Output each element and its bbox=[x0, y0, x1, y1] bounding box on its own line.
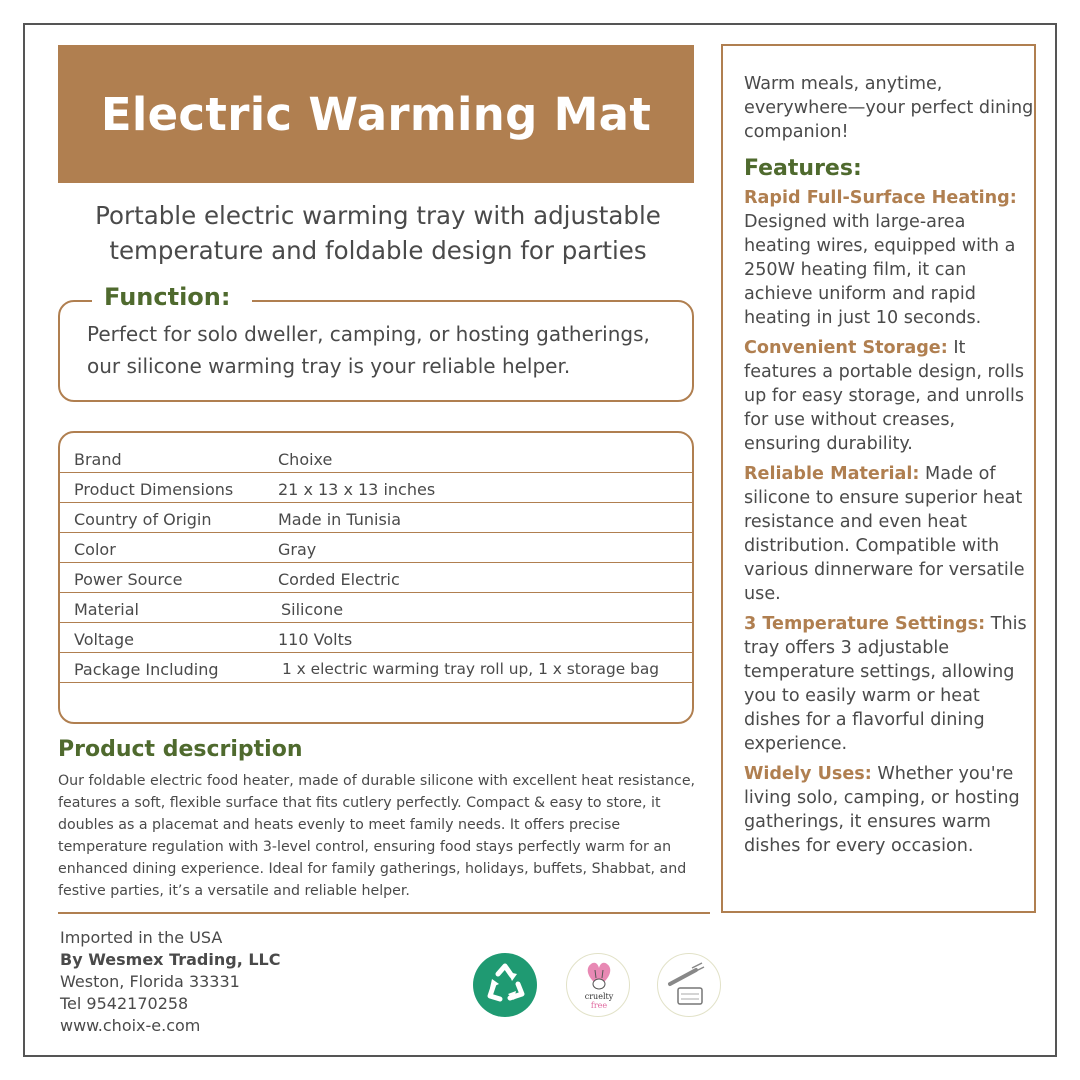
spec-row bbox=[60, 443, 694, 473]
spec-row bbox=[60, 473, 694, 503]
feature-item bbox=[744, 612, 1034, 756]
spec-table bbox=[58, 431, 694, 724]
importer-phone: Tel 9542170258 bbox=[60, 994, 189, 1013]
recycle-icon bbox=[473, 953, 537, 1017]
spec-value: Choixe bbox=[278, 450, 333, 469]
importer-company: By Wesmex Trading, LLC bbox=[60, 950, 281, 969]
features-heading: Features: bbox=[744, 156, 862, 181]
function-heading: Function: bbox=[92, 283, 252, 311]
importer-website: www.choix-e.com bbox=[60, 1016, 201, 1035]
feature-text: This tray offers 3 adjustable temperature settings, allowing you to easily warm or heat dishes for a flavorful dining experience. bbox=[744, 614, 1027, 754]
spec-row bbox=[60, 593, 694, 623]
title-banner bbox=[58, 45, 694, 183]
feature-item bbox=[744, 462, 1034, 606]
cruelty-free-icon bbox=[566, 953, 630, 1017]
spec-row bbox=[60, 533, 694, 563]
spec-key: Power Source bbox=[74, 570, 183, 589]
feature-title: Rapid Full-Surface Heating: bbox=[744, 188, 1017, 208]
spec-key: Product Dimensions bbox=[74, 480, 234, 499]
spec-value: Gray bbox=[278, 540, 317, 559]
feature-text: Whether you're living solo, camping, or hosting gatherings, it ensures warm dishes for every occasion. bbox=[744, 764, 1020, 856]
spec-key: Color bbox=[74, 540, 116, 559]
cruelty-label: cruelty bbox=[584, 992, 614, 1001]
feature-item bbox=[744, 762, 1034, 858]
spec-row bbox=[60, 653, 694, 683]
feature-text: It features a portable design, rolls up for easy storage, and unrolls for use without creases, ensuring durability. bbox=[744, 338, 1025, 454]
free-label: free bbox=[590, 1001, 608, 1010]
feature-title: 3 Temperature Settings: bbox=[744, 614, 986, 634]
page-title: Electric Warming Mat bbox=[100, 87, 652, 141]
description-text: Our foldable electric food heater, made of durable silicone with excellent heat resistance, features a soft, flexible surface that fits cutlery perfectly. Compact & easy to store, it doubles as a placemat and heats evenly to meet family needs. It offers precise temperature regulation with 3-level control, ensuring food stays perfectly warm for an enhanced dining experience. Ideal for family gatherings, holidays, buffets, Shabbat, and festive parties, it’s a versatile and reliable helper. bbox=[58, 773, 696, 899]
feature-title: Reliable Material: bbox=[744, 464, 920, 484]
spec-key: Brand bbox=[74, 450, 122, 469]
features-panel-content bbox=[744, 72, 1034, 864]
feature-item bbox=[744, 336, 1034, 456]
spec-value: 110 Volts bbox=[278, 630, 353, 649]
tagline: Warm meals, anytime, everywhere—your perfect dining companion! bbox=[744, 74, 1034, 142]
importer-info bbox=[60, 927, 280, 1037]
feature-title: Convenient Storage: bbox=[744, 338, 948, 358]
spec-value: Silicone bbox=[281, 600, 344, 619]
spec-value: 21 x 13 x 13 inches bbox=[278, 480, 436, 499]
subtitle: Portable electric warming tray with adjustable temperature and foldable design for parties bbox=[95, 201, 661, 265]
importer-line: Imported in the USA bbox=[60, 928, 223, 947]
feature-text: Designed with large-area heating wires, equipped with a 250W heating film, it can achieve uniform and rapid heating in just 10 seconds. bbox=[744, 212, 1016, 328]
glass-fork-icon bbox=[657, 953, 721, 1017]
spec-value: 1 x electric warming tray roll up, 1 x storage bag bbox=[282, 660, 660, 678]
spec-key: Country of Origin bbox=[74, 510, 212, 529]
spec-key: Voltage bbox=[74, 630, 135, 649]
description-heading: Product description bbox=[58, 737, 303, 762]
feature-text: Made of silicone to ensure superior heat resistance and even heat distribution. Compatible with various dinnerware for versatile use. bbox=[744, 464, 1025, 604]
feature-title: Widely Uses: bbox=[744, 764, 872, 784]
feature-item bbox=[744, 186, 1034, 330]
spec-row bbox=[60, 563, 694, 593]
spec-value: Corded Electric bbox=[278, 570, 400, 589]
function-text: Perfect for solo dweller, camping, or hosting gatherings, our silicone warming tray is your reliable helper. bbox=[87, 322, 650, 378]
spec-row bbox=[60, 503, 694, 533]
importer-address: Weston, Florida 33331 bbox=[60, 972, 240, 991]
spec-value: Made in Tunisia bbox=[278, 510, 402, 529]
spec-row bbox=[60, 623, 694, 653]
spec-key: Package Including bbox=[74, 660, 219, 679]
divider bbox=[58, 912, 710, 914]
spec-key: Material bbox=[74, 600, 139, 619]
